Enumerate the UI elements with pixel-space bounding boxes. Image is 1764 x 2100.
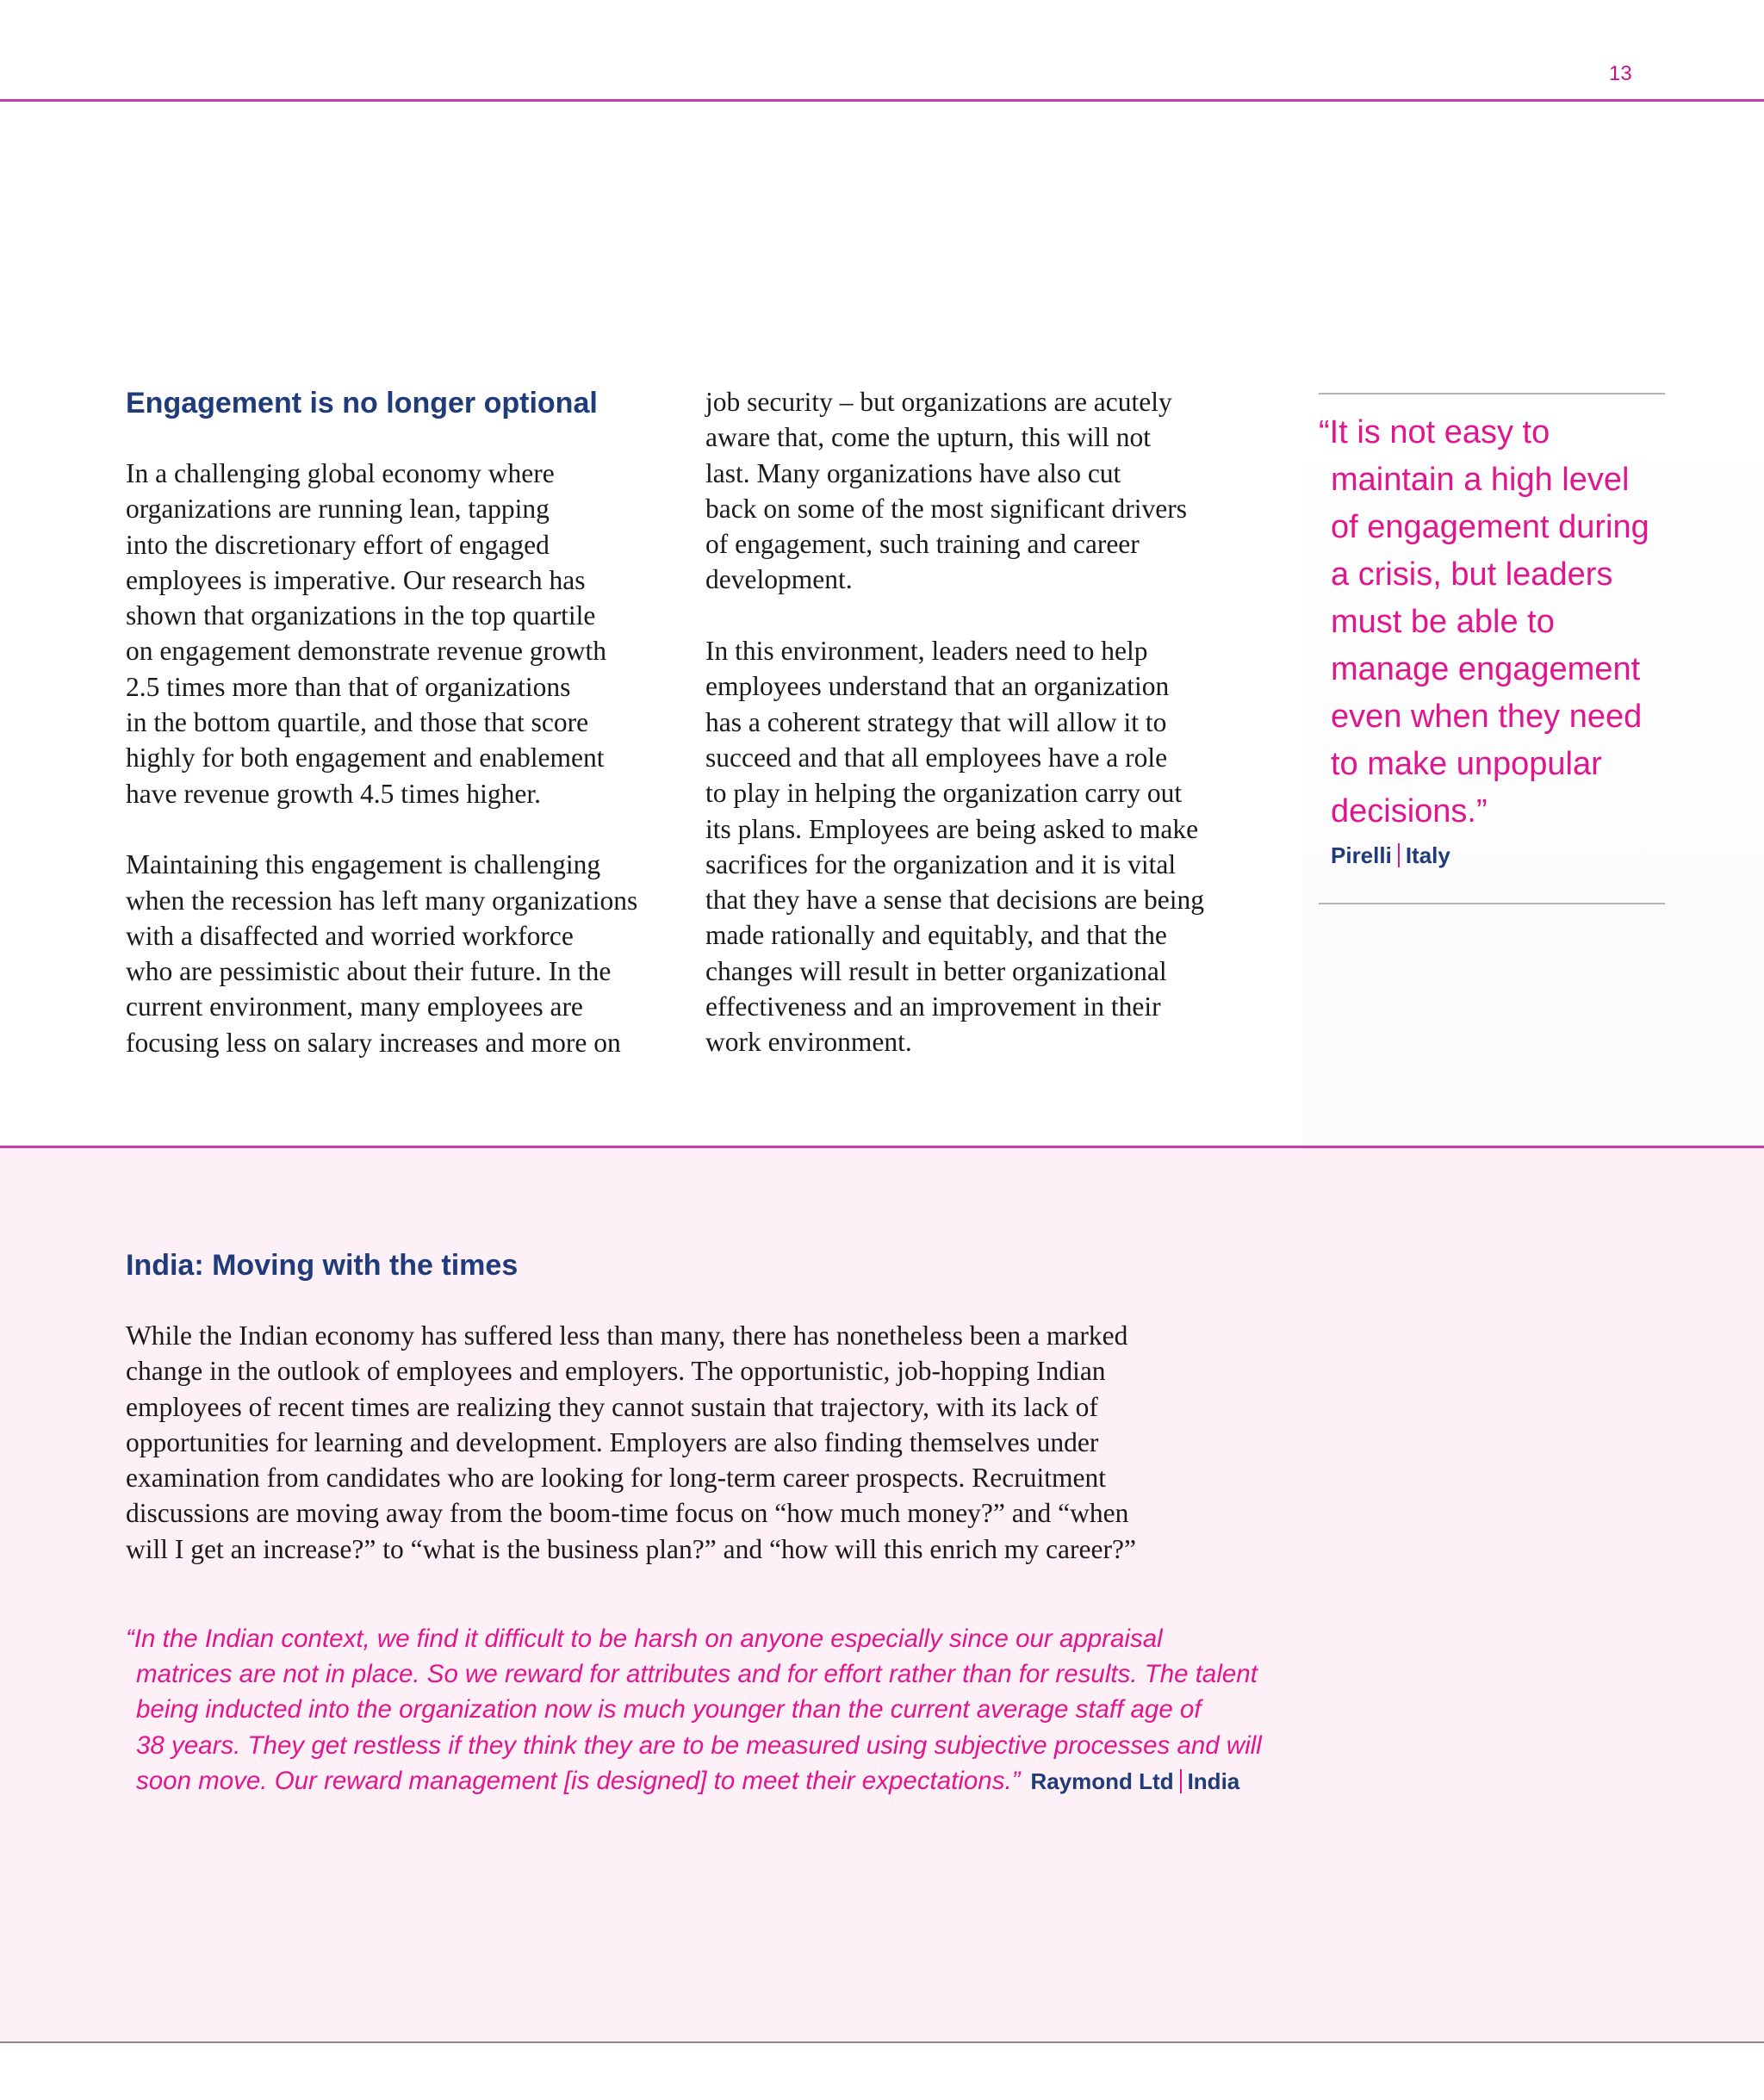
text-line: organizations are running lean, tapping	[126, 494, 550, 525]
text-line: into the discretionary effort of engaged	[126, 529, 550, 560]
text-line: In a challenging global economy where	[126, 458, 555, 488]
paragraph	[126, 847, 677, 1060]
pullquote-box	[1319, 393, 1665, 904]
quote-line: to make unpopular	[1331, 746, 1602, 782]
text-line: change in the outlook of employees and employers. The opportunistic, job-hopping Indian	[126, 1356, 1106, 1387]
text-line: work environment.	[705, 1027, 912, 1058]
text-line: changes will result in better organizational	[705, 955, 1167, 986]
attribution-country: Italy	[1405, 842, 1450, 868]
text-line: shown that organizations in the top quartile	[126, 600, 596, 631]
text-line: examination from candidates who are looking for long-term career prospects. Recruitment	[126, 1463, 1106, 1494]
text-line: its plans. Employees are being asked to make	[705, 813, 1199, 844]
quote-line: “In the Indian context, we find it difficult to be harsh on anyone especially since our appraisal	[126, 1625, 1163, 1653]
quote-line: 38 years. They get restless if they think they are to be measured using subjective processes and will	[136, 1730, 1262, 1760]
text-line: when the recession has left many organizations	[126, 885, 638, 916]
text-line: job security – but organizations are acutely	[705, 387, 1172, 417]
quote-line: must be able to	[1331, 604, 1555, 640]
text-line: of engagement, such training and career	[705, 529, 1140, 560]
text-line: employees is imperative. Our research has	[126, 564, 586, 595]
text-line: to play in helping the organization carry out	[705, 778, 1183, 809]
quote-line: being inducted into the organization now is much younger than the current average staff age of	[136, 1695, 1202, 1724]
quote-line: maintain a high level	[1331, 462, 1630, 498]
india-body	[126, 1318, 1245, 1567]
attribution-company: Pirelli	[1331, 842, 1392, 868]
text-line: last. Many organizations have also cut	[705, 457, 1121, 488]
text-line: highly for both engagement and enablement	[126, 742, 605, 774]
text-line: will I get an increase?” to “what is the business plan?” and “how will this enrich my career?”	[126, 1533, 1136, 1564]
text-line: effectiveness and an improvement in their	[705, 991, 1161, 1022]
text-line: in the bottom quartile, and those that score	[126, 707, 589, 738]
text-line: 2.5 times more than that of organizations	[126, 671, 571, 702]
body-column-1	[126, 456, 677, 1060]
body-column-2	[705, 384, 1274, 1060]
text-line: aware that, come the upturn, this will not	[705, 422, 1151, 453]
quote-text: soon move. Our reward management [is designed] to meet their expectations.”	[136, 1766, 1021, 1795]
india-quote-attribution	[1030, 1768, 1239, 1794]
paragraph	[126, 1318, 1245, 1567]
attribution-divider	[1180, 1769, 1182, 1793]
text-line: employees understand that an organization	[705, 671, 1170, 702]
pullquote-attribution	[1331, 842, 1450, 869]
text-line: employees of recent times are realizing they cannot sustain that trajectory, with its lack of	[126, 1391, 1098, 1422]
paragraph	[126, 456, 677, 811]
text-line: on engagement demonstrate revenue growth	[126, 636, 607, 667]
quote-line: even when they need	[1331, 699, 1643, 735]
section-divider-rule	[0, 1146, 1764, 1148]
section-heading-engagement: Engagement is no longer optional	[126, 387, 598, 419]
text-line: development.	[705, 564, 853, 595]
quote-line: “It is not easy to	[1319, 414, 1550, 450]
text-line: focusing less on salary increases and more on	[126, 1027, 621, 1058]
text-line: In this environment, leaders need to help	[705, 636, 1148, 667]
text-line: succeed and that all employees have a role	[705, 742, 1168, 773]
text-line: that they have a sense that decisions are being	[705, 885, 1205, 916]
header-rule	[0, 99, 1764, 102]
paragraph	[705, 384, 1274, 598]
footer-rule	[0, 2041, 1764, 2043]
attribution-divider	[1398, 843, 1400, 867]
attribution-country: India	[1187, 1768, 1240, 1794]
quote-line-last	[126, 1763, 1262, 1799]
quote-line: matrices are not in place. So we reward for attributes and for effort rather than for results. The talent	[136, 1660, 1258, 1689]
quote-line: a crisis, but leaders	[1331, 556, 1613, 593]
text-line: back on some of the most significant drivers	[705, 493, 1188, 524]
quote-line: of engagement during	[1331, 509, 1649, 545]
quote-line: manage engagement	[1331, 651, 1641, 687]
text-line: made rationally and equitably, and that the	[705, 920, 1167, 951]
text-line: who are pessimistic about their future. In the	[126, 956, 612, 987]
quote-line: decisions.”	[1331, 793, 1488, 829]
text-line: sacrifices for the organization and it is vital	[705, 848, 1177, 879]
pullquote-text	[1319, 409, 1665, 836]
text-line: Maintaining this engagement is challenging	[126, 849, 601, 880]
text-line: opportunities for learning and development. Employers are also finding themselves under	[126, 1426, 1099, 1457]
text-line: current environment, many employees are	[126, 991, 583, 1022]
paragraph	[705, 633, 1274, 1060]
text-line: with a disaffected and worried workforce	[126, 920, 574, 951]
india-quote	[126, 1621, 1262, 1799]
page-number: 13	[1609, 62, 1632, 85]
section-heading-india: India: Moving with the times	[126, 1249, 519, 1282]
text-line: has a coherent strategy that will allow it to	[705, 706, 1167, 737]
text-line: have revenue growth 4.5 times higher.	[126, 778, 541, 809]
text-line: discussions are moving away from the boom-time focus on “how much money?” and “when	[126, 1498, 1129, 1529]
text-line: While the Indian economy has suffered less than many, there has nonetheless been a marked	[126, 1320, 1128, 1351]
attribution-company: Raymond Ltd	[1030, 1768, 1174, 1794]
